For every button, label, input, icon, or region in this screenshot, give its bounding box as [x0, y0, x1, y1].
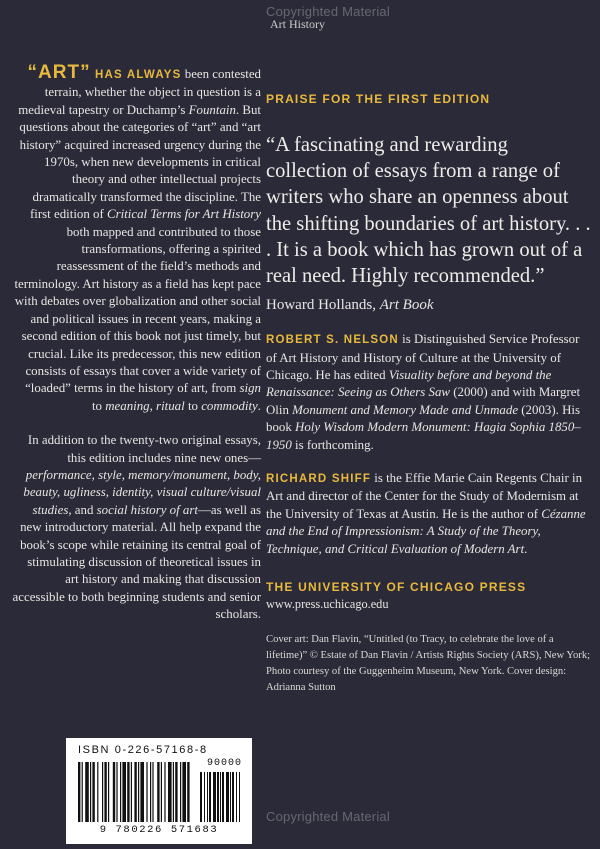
lead-art-word: “ART” — [27, 62, 91, 83]
quote-attribution — [266, 295, 592, 315]
publisher-block — [266, 580, 592, 612]
text-run: . But questions about the categories of “art” and “art history” acquired increased urgency during the 1970s, when new developments in critical theory and other intellectual projects dramatically transformed the discipline. The first edition of — [19, 102, 261, 222]
text-run: —as well as new introductory material. All help expand the book’s scope while retaining its central goal of stimulating discussion of theoretical issues in art history and making that discussion accessible to both beginning students and senior scholars. — [12, 502, 261, 622]
text-run: is the Effie Marie Cain Regents Chair in Art and director of the Center for the Study of Modernism at the University of Texas at Austin. He is the author of — [266, 471, 583, 521]
barcode-panel — [66, 738, 252, 844]
barcode-digits: 9 780226 571683 — [99, 824, 219, 836]
editor-bio-shiff — [266, 470, 592, 558]
italic-title-text: Critical Terms for Art History — [106, 207, 261, 222]
watermark-bottom: Copyrighted Material — [266, 809, 390, 824]
publisher-url: www.press.uchicago.edu — [266, 597, 389, 612]
editor-bio-nelson — [266, 331, 592, 454]
text-run: . — [524, 541, 528, 556]
praise-heading: PRAISE FOR THE FIRST EDITION — [266, 92, 491, 106]
lead-heading-rest: HAS ALWAYS — [90, 69, 182, 81]
editor-name-shiff: RICHARD SHIFF — [266, 473, 372, 486]
text-run: and — [71, 502, 97, 517]
review-publication: Art Book — [379, 297, 434, 314]
reviewer-name: Howard Hollands, — [266, 297, 380, 314]
text-run: is Distinguished Service Professor of Art History and History of Culture at the University of Chicago. He has edited — [266, 332, 580, 383]
cover-credits: Cover art: Dan Flavin, “Untitled (to Tracy, to celebrate the love of a lifetime)” © Estate of Dan Flavin / Artists Rights Society (ARS), New York; Photo courtesy of the Guggenheim Museum, New York. Cover design: Adrianna Sutton — [266, 634, 591, 694]
publisher-name: THE UNIVERSITY OF CHICAGO PRESS — [266, 580, 527, 595]
italic-title-text: performance, style, memory/monument, body, beauty, ugliness, identity, visual culture/visual studies, — [23, 467, 261, 517]
editor-bio-text-nelson — [266, 332, 581, 451]
barcode-icon — [78, 762, 242, 824]
description-column — [12, 64, 261, 624]
italic-title-text: meaning, ritual — [105, 398, 185, 413]
text-run: to — [184, 398, 202, 413]
text-run: been contested terrain, whether the object in question is a medieval tapestry or Duchamp’s — [18, 67, 261, 117]
italic-title-text: Cézanne and the End of Impressionism: A Study of the Theory, Technique, and Critical Evaluation of Modern Art — [266, 506, 586, 556]
italic-title-text: Visuality before and beyond the Renaissance: Seeing as Others Saw — [266, 368, 552, 400]
description-paragraph-1 — [12, 64, 261, 415]
italic-title-text: Fountain — [188, 102, 236, 117]
editor-name-nelson: ROBERT S. NELSON — [266, 334, 399, 347]
text-run: . — [257, 398, 261, 413]
text-run: is forthcoming. — [291, 437, 374, 452]
text-run: (2000) and with Margret Olin — [266, 385, 581, 417]
price-addon-digits: 90000 — [206, 758, 242, 769]
italic-title-text: Monument and Memory Made and Unmade — [292, 402, 519, 417]
italic-title-text: Holy Wisdom Modern Monument: Hagia Sophia 1850–1950 — [266, 420, 581, 452]
text-run: to — [91, 398, 106, 413]
text-run: In addition to the twenty-two original essays, this edition includes nine new ones— — [27, 433, 261, 465]
description-paragraph-2 — [12, 432, 261, 623]
description-text-1 — [14, 67, 261, 413]
text-run: both mapped and contributed to those transformations, offering a spirited reassessment of the field’s methods and terminology. Art history as a field has kept pace with debates over globalization and other social and political issues in recent years, making a second edition of this book not just timely, but crucial. Like its predecessor, this new edition consists of essays that cover a wide variety of “loaded” terms in the history of art, from — [14, 224, 261, 396]
italic-title-text: sign — [239, 381, 261, 396]
italic-title-text: social history of art — [96, 502, 198, 517]
italic-title-text: commodity — [201, 398, 258, 413]
subject-label: Art History — [270, 17, 325, 31]
text-run: (2003). His book — [266, 402, 580, 435]
review-quote: “A fascinating and rewarding collection of essays from a range of writers who share an openness about the shifting boundaries of art history. . . . It is a book which has grown out of a real need. Highly recommended.” — [266, 134, 591, 288]
watermark-top: Copyrighted Material — [266, 4, 390, 19]
praise-column — [266, 92, 592, 696]
isbn-number: ISBN 0-226-57168-8 — [78, 744, 208, 756]
